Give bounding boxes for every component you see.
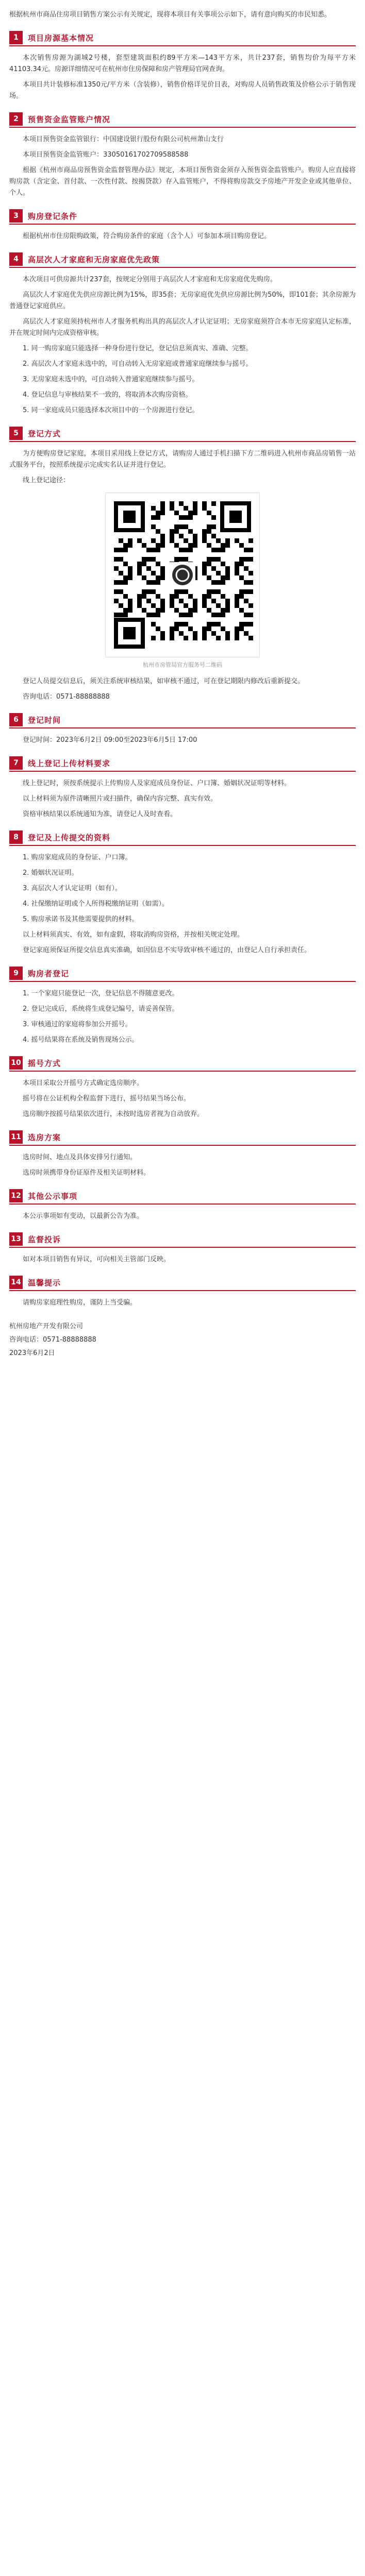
qr-logo-icon — [172, 565, 193, 585]
section-header — [9, 712, 356, 728]
section-paragraph: 本次销售房源为湖城2号楼，套型建筑面积约89平方米—143平方米，共计237套，销售均价为每平方米41103.34元。房源详细情况可在杭州市住房保障和房产管理局官网查询。 — [9, 54, 356, 73]
section-title: 选房方案 — [28, 1132, 61, 1142]
section-paragraph: 以上材料须真实、有效，如有虚假，将取消购房资格，并按相关规定处理。 — [23, 931, 244, 939]
section-number-badge: 7 — [9, 756, 23, 770]
sections-container — [9, 30, 356, 1309]
section-paragraph: 登记时间：2023年6月2日 09:00至2023年6月5日 17:00 — [23, 736, 197, 744]
section-title: 登记时间 — [28, 715, 61, 725]
section-title: 监督投诉 — [28, 1234, 61, 1244]
section-number-badge: 6 — [9, 713, 23, 726]
footer-phone: 咨询电话：0571-88888888 — [9, 1336, 96, 1344]
section-paragraph: 线上登记时，须按系统提示上传购房人及家庭成员身份证、户口簿、婚姻状况证明等材料。 — [23, 779, 291, 787]
section-paragraph: 4. 社保缴纳证明或个人所得税缴纳证明（如需）。 — [23, 900, 169, 908]
section-number-badge: 5 — [9, 427, 23, 440]
section-paragraph: 请购房家庭理性购房，谨防上当受骗。 — [23, 1299, 137, 1307]
section-title: 登记及上传提交的资料 — [28, 833, 111, 842]
section-paragraph: 3. 审核通过的家庭将参加公开摇号。 — [23, 1021, 132, 1028]
section-paragraph: 登记人员提交信息后，须关注系统审核结果，如审核不通过，可在登记期限内修改后重新提交。 — [23, 677, 305, 685]
section — [9, 712, 356, 746]
qr-caption: 杭州市房管局官方服务号二维码 — [143, 662, 222, 668]
section-paragraph: 根据杭州市住房限购政策，符合购房条件的家庭（含个人）可参加本项目购房登记。 — [23, 232, 271, 240]
section-header — [9, 1188, 356, 1205]
section-paragraph: 选房时须携带身份证原件及相关证明材料。 — [23, 1169, 151, 1177]
section-title: 预售资金监管账户情况 — [28, 114, 111, 124]
section-header — [9, 755, 356, 772]
section-title: 登记方式 — [28, 429, 61, 438]
section-header — [9, 208, 356, 225]
section-paragraph: 选房时间、地点及具体安排另行通知。 — [23, 1154, 137, 1161]
section-paragraph: 为方便购房登记家庭，本项目采用线上登记方式，请购房人通过手机扫描下方二维码进入杭州市商品房销售一站式服务平台，按照系统提示完成实名认证并进行登记。 — [9, 450, 356, 469]
section-paragraph: 3. 无房家庭未选中的，可自动转入普通家庭继续参与摇号。 — [23, 376, 199, 383]
section-paragraph: 高层次人才家庭优先供应房源比例为15%，即35套；无房家庭优先供应房源比例为50%，即101套；其余房源为普通登记家庭供应。 — [9, 291, 356, 310]
section-title: 温馨提示 — [28, 1278, 61, 1287]
section-number-badge: 13 — [9, 1232, 23, 1246]
footer-date: 2023年6月2日 — [9, 1349, 55, 1357]
section-title: 购房登记条件 — [28, 211, 78, 221]
section-header — [9, 1129, 356, 1146]
section-header — [9, 1231, 356, 1248]
section-paragraph: 本项目共计装修标准1350元/平方米（含装修），销售价格详见价目表，对购房人员销售政策及价格公示于销售现场。 — [9, 81, 356, 100]
section-paragraph: 本项目预售资金监管账户：33050161702709588588 — [23, 151, 189, 159]
section-paragraph: 选房顺序按摇号结果依次进行，未按时选房者视为自动放弃。 — [23, 1110, 204, 1118]
qr-code-block — [9, 493, 356, 669]
section-paragraph: 1. 一个家庭只能登记一次，登记信息不得随意更改。 — [23, 990, 179, 997]
section-paragraph: 本次项目可供房源共计237套，按规定分别用于高层次人才家庭和无房家庭优先购房。 — [23, 276, 277, 283]
section-paragraph: 咨询电话：0571-88888888 — [23, 693, 110, 701]
section-number-badge: 9 — [9, 967, 23, 980]
footer — [9, 1321, 356, 1359]
section-number-badge: 4 — [9, 252, 23, 266]
section-paragraph: 5. 同一家庭成员只能选择本次项目中的一个房源进行登记。 — [23, 406, 199, 414]
section-paragraph: 2. 高层次人才家庭未选中的，可自动转入无房家庭或普通家庭继续参与摇号。 — [23, 360, 253, 368]
section — [9, 426, 356, 703]
section-paragraph: 高层次人才家庭须持杭州市人才服务机构出具的高层次人才认定证明；无房家庭须符合本市无房家庭认定标准，并在规定时间内完成资格审核。 — [9, 318, 356, 337]
section-number-badge: 12 — [9, 1189, 23, 1202]
section-paragraph: 如对本项目销售有异议，可向相关主管部门反映。 — [23, 1256, 171, 1263]
section — [9, 829, 356, 956]
section-paragraph: 3. 高层次人才认定证明（如有）。 — [23, 885, 122, 892]
section-paragraph: 资格审核结果以系统通知为准，请登记人及时查看。 — [23, 810, 177, 818]
section — [9, 1275, 356, 1309]
article-intro: 根据杭州市商品住房项目销售方案公示有关规定，现将本项目有关事项公示如下，请有意向购买的市民知悉。 — [9, 11, 331, 19]
section-header — [9, 1275, 356, 1291]
section-paragraph: 本项目采取公开摇号方式确定选房顺序。 — [23, 1079, 144, 1087]
section-paragraph: 线上登记途径： — [23, 477, 70, 484]
section-paragraph: 2. 登记完成后，系统将生成登记编号，请妥善保管。 — [23, 1005, 179, 1013]
section-header — [9, 829, 356, 846]
section-title: 高层次人才家庭和无房家庭优先政策 — [28, 255, 160, 264]
section-paragraph: 1. 同一购房家庭只能选择一种身份进行登记，登记信息须真实、准确、完整。 — [23, 345, 253, 352]
section — [9, 1188, 356, 1222]
section-paragraph: 以上材料须为原件清晰照片或扫描件，确保内容完整、真实有效。 — [23, 795, 218, 803]
section-number-badge: 2 — [9, 112, 23, 126]
section — [9, 30, 356, 102]
section-header — [9, 30, 356, 46]
section-paragraph: 5. 购房承诺书及其他需要提供的材料。 — [23, 916, 139, 923]
section-paragraph: 本项目预售资金监管银行：中国建设银行股份有限公司杭州萧山支行 — [23, 135, 224, 143]
section-title: 摇号方式 — [28, 1058, 61, 1068]
section — [9, 111, 356, 199]
section-header — [9, 965, 356, 982]
section-paragraph: 2. 婚姻状况证明。 — [23, 869, 78, 877]
section-title: 线上登记上传材料要求 — [28, 758, 111, 768]
section-number-badge: 14 — [9, 1276, 23, 1289]
section-paragraph: 本公示事项如有变动，以最新公告为准。 — [23, 1212, 144, 1220]
section-title: 项目房源基本情况 — [28, 33, 94, 43]
section-paragraph: 4. 摇号结果将在系统及销售现场公示。 — [23, 1036, 139, 1044]
section-header — [9, 251, 356, 268]
section-number-badge: 8 — [9, 831, 23, 844]
section — [9, 1231, 356, 1265]
section-header — [9, 426, 356, 442]
section-paragraph: 根据《杭州市商品房预售资金监督管理办法》规定，本项目预售资金须存入预售资金监管账户。购房人应直接将购房款（含定金、首付款、一次性付款、按揭贷款）存入监管账户，不得将购房款交予房地产开发企业或其他单位、个人。 — [9, 166, 356, 197]
section-number-badge: 10 — [9, 1056, 23, 1070]
section-paragraph: 4. 登记信息与审核结果不一致的，将取消本次购房资格。 — [23, 391, 192, 399]
qr-code-image[interactable] — [105, 493, 260, 657]
qr-code-graphic — [109, 496, 256, 654]
section-title: 购房者登记 — [28, 969, 70, 978]
footer-company: 杭州房地产开发有限公司 — [9, 1323, 84, 1330]
section-number-badge: 3 — [9, 209, 23, 223]
section — [9, 1129, 356, 1179]
section — [9, 208, 356, 242]
section — [9, 251, 356, 416]
section-number-badge: 11 — [9, 1130, 23, 1144]
section-paragraph: 1. 购房家庭成员的身份证、户口簿。 — [23, 854, 132, 861]
section-paragraph: 登记家庭须保证所提交信息真实准确，如因信息不实导致审核不通过的，由登记人自行承担责任。 — [23, 946, 311, 954]
section-header — [9, 111, 356, 128]
section-title: 其他公示事项 — [28, 1191, 78, 1201]
section-number-badge: 1 — [9, 31, 23, 44]
section — [9, 965, 356, 1046]
section-header — [9, 1055, 356, 1072]
section — [9, 755, 356, 820]
section — [9, 1055, 356, 1120]
section-paragraph: 摇号将在公证机构全程监督下进行，摇号结果当场公布。 — [23, 1095, 191, 1103]
